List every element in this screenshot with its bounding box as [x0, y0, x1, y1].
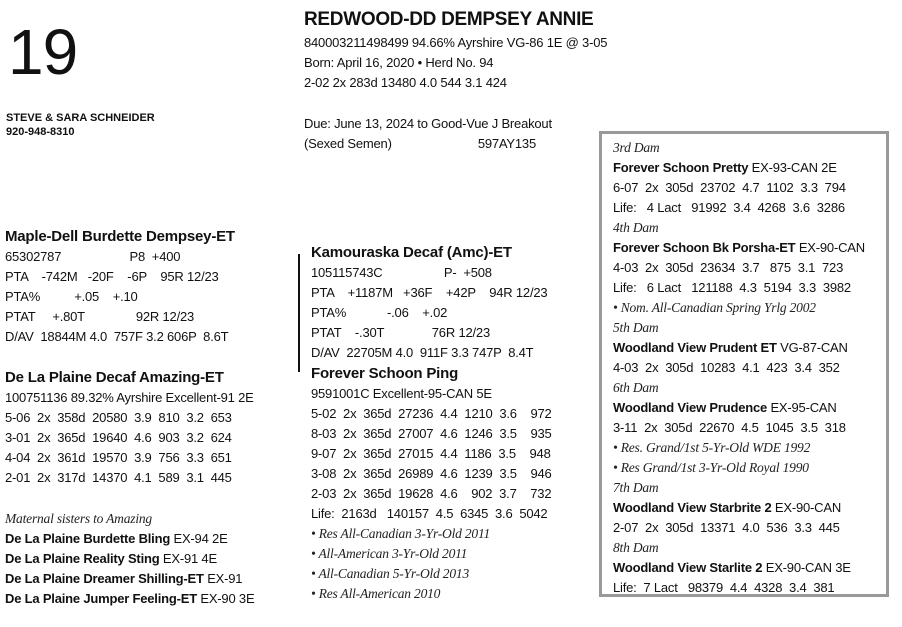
- animal-id-line: 840003211498499 94.66% Ayrshire VG-86 1E @ 3-05: [304, 35, 608, 50]
- maternal-sisters-block: [5, 509, 254, 609]
- sire-name: Maple-Dell Burdette Dempsey-ET: [5, 228, 235, 245]
- dam-generation-record: Life: 6 Lact 121188 4.3 5194 3.3 3982: [613, 280, 851, 295]
- due-semen-row: [304, 134, 536, 154]
- dam-generation-label: 8th Dam: [613, 540, 659, 555]
- dam-generation-title: [613, 558, 865, 578]
- dam-generation-note: • Res Grand/1st 3-Yr-Old Royal 1990: [613, 460, 809, 475]
- dam-generation-name: Woodland View Prudence: [613, 400, 768, 415]
- maternal-grandsire-line: PTA +1187M +36F +42P 94R 12/23: [311, 285, 548, 300]
- dam-generation-label: 4th Dam: [613, 220, 659, 235]
- maternal-grandsire-block: [311, 243, 547, 363]
- maternal-grandsire-name: Kamouraska Decaf (Amc)-ET: [311, 244, 512, 261]
- granddam-block: [311, 364, 552, 604]
- dam-generation-title: [613, 398, 865, 418]
- dam-generation-name: Woodland View Starbrite 2: [613, 500, 772, 515]
- sister-item: [5, 549, 254, 569]
- animal-info: [304, 33, 607, 93]
- dam-generation-record: 4-03 2x 305d 23634 3.7 875 3.1 723: [613, 260, 844, 275]
- sire-line: PTAT +.80T 92R 12/23: [5, 309, 195, 324]
- dam-generation-label: 6th Dam: [613, 380, 659, 395]
- due-info: [304, 114, 552, 154]
- dam-generation-record: 4-03 2x 305d 10283 4.1 423 3.4 352: [613, 360, 840, 375]
- dam-line: 5-06 2x 358d 20580 3.9 810 3.2 653: [5, 410, 232, 425]
- dam-generation-title: [613, 338, 865, 358]
- dam-generation-label: 5th Dam: [613, 320, 659, 335]
- granddam-line: Life: 2163d 140157 4.5 6345 3.6 5042: [311, 506, 548, 521]
- sister-score: EX-90 3E: [196, 591, 255, 606]
- dam-generation-name: Woodland View Prudent ET: [613, 340, 777, 355]
- sire-line: D/AV 18844M 4.0 757F 3.2 606P 8.6T: [5, 329, 229, 344]
- dam-generation-title: [613, 238, 865, 258]
- granddam-line: 2-03 2x 365d 19628 4.6 902 3.7 732: [311, 486, 552, 501]
- sister-name: De La Plaine Jumper Feeling-ET: [5, 591, 197, 606]
- animal-record-line: 2-02 2x 283d 13480 4.0 544 3.1 424: [304, 75, 507, 90]
- sire-line: 65302787 P8 +400: [5, 249, 181, 264]
- dam-generation-score: EX-90-CAN: [795, 240, 865, 255]
- sister-name: De La Plaine Dreamer Shilling-ET: [5, 571, 204, 586]
- sister-name: De La Plaine Burdette Bling: [5, 531, 171, 546]
- dam-generation-record: 3-11 2x 305d 22670 4.5 1045 3.5 318: [613, 420, 846, 435]
- dam-generation-name: Forever Schoon Bk Porsha-ET: [613, 240, 796, 255]
- consignor-name: STEVE & SARA SCHNEIDER: [6, 112, 155, 124]
- granddam-note: • Res All-American 2010: [311, 586, 441, 601]
- dam-generation-name: Forever Schoon Pretty: [613, 160, 749, 175]
- maternal-grandsire-line: D/AV 22705M 4.0 911F 3.3 747P 8.4T: [311, 345, 534, 360]
- dam-name: De La Plaine Decaf Amazing-ET: [5, 369, 224, 386]
- maternal-sisters-heading: Maternal sisters to Amazing: [5, 511, 152, 526]
- maternal-grandsire-line: 105115743C P- +508: [311, 265, 492, 280]
- dam-generation-note: • Nom. All-Canadian Spring Yrlg 2002: [613, 300, 816, 315]
- granddam-note: • Res All-Canadian 3-Yr-Old 2011: [311, 526, 491, 541]
- due-semen-type: (Sexed Semen): [304, 136, 392, 151]
- dam-generation-title: [613, 158, 865, 178]
- dam-generation-score: EX-90-CAN 3E: [762, 560, 851, 575]
- dam-generation-title: [613, 498, 865, 518]
- due-sire-code: 597AY135: [477, 136, 536, 151]
- sister-name: De La Plaine Reality Sting: [5, 551, 160, 566]
- dam-generation-score: EX-93-CAN 2E: [748, 160, 837, 175]
- dam-generation-name: Woodland View Starlite 2: [613, 560, 763, 575]
- granddam-note: • All-Canadian 5-Yr-Old 2013: [311, 566, 469, 581]
- granddam-line: 9591001C Excellent-95-CAN 5E: [311, 386, 492, 401]
- dam-generation-score: EX-95-CAN: [767, 400, 837, 415]
- dam-line: 2-01 2x 317d 14370 4.1 589 3.1 445: [5, 470, 232, 485]
- dam-line: 3-01 2x 365d 19640 4.6 903 3.2 624: [5, 430, 232, 445]
- dam-line: 4-04 2x 361d 19570 3.9 756 3.3 651: [5, 450, 232, 465]
- pedigree-connector-line: [298, 254, 300, 372]
- sister-item: [5, 529, 254, 549]
- granddam-line: 9-07 2x 365d 27015 4.4 1186 3.5 948: [311, 446, 551, 461]
- sister-score: EX-91 4E: [159, 551, 217, 566]
- sister-score: EX-91: [203, 571, 243, 586]
- animal-name: REDWOOD-DD DEMPSEY ANNIE: [304, 9, 594, 30]
- sire-line: PTA -742M -20F -6P 95R 12/23: [5, 269, 219, 284]
- maternal-grandsire-line: PTA% -.06 +.02: [311, 305, 448, 320]
- dam-line: 100751136 89.32% Ayrshire Excellent-91 2E: [5, 390, 254, 405]
- dam-generation-record: Life: 7 Lact 98379 4.4 4328 3.4 381: [613, 580, 835, 595]
- sister-score: EX-94 2E: [170, 531, 228, 546]
- lot-number: 19: [8, 16, 78, 88]
- dam-generation-score: EX-90-CAN: [771, 500, 842, 515]
- dam-generation-score: VG-87-CAN: [776, 340, 848, 355]
- granddam-line: 8-03 2x 365d 27007 4.6 1246 3.5 935: [311, 426, 552, 441]
- dam-generation-label: 3rd Dam: [613, 140, 660, 155]
- granddam-name: Forever Schoon Ping: [311, 365, 459, 382]
- granddam-line: 5-02 2x 365d 27236 4.4 1210 3.6 972: [311, 406, 552, 421]
- consignor-phone: 920-948-8310: [6, 126, 75, 138]
- dams-list: [613, 138, 865, 598]
- due-line: Due: June 13, 2024 to Good-Vue J Breakout: [304, 116, 552, 131]
- dam-generation-record: 6-07 2x 305d 23702 4.7 1102 3.3 794: [613, 180, 846, 195]
- granddam-line: 3-08 2x 365d 26989 4.6 1239 3.5 946: [311, 466, 552, 481]
- dam-block: [5, 368, 254, 488]
- granddam-note: • All-American 3-Yr-Old 2011: [311, 546, 468, 561]
- sister-item: [5, 569, 254, 589]
- dam-generation-label: 7th Dam: [613, 480, 659, 495]
- consignor: [6, 111, 155, 139]
- dam-generation-record: Life: 4 Lact 91992 3.4 4268 3.6 3286: [613, 200, 845, 215]
- sire-block: [5, 227, 235, 347]
- sire-line: PTA% +.05 +.10: [5, 289, 138, 304]
- maternal-grandsire-line: PTAT -.30T 76R 12/23: [311, 325, 490, 340]
- dam-generation-record: 2-07 2x 305d 13371 4.0 536 3.3 445: [613, 520, 840, 535]
- sister-item: [5, 589, 254, 609]
- dam-generation-note: • Res. Grand/1st 5-Yr-Old WDE 1992: [613, 440, 811, 455]
- animal-born-line: Born: April 16, 2020 • Herd No. 94: [304, 55, 494, 70]
